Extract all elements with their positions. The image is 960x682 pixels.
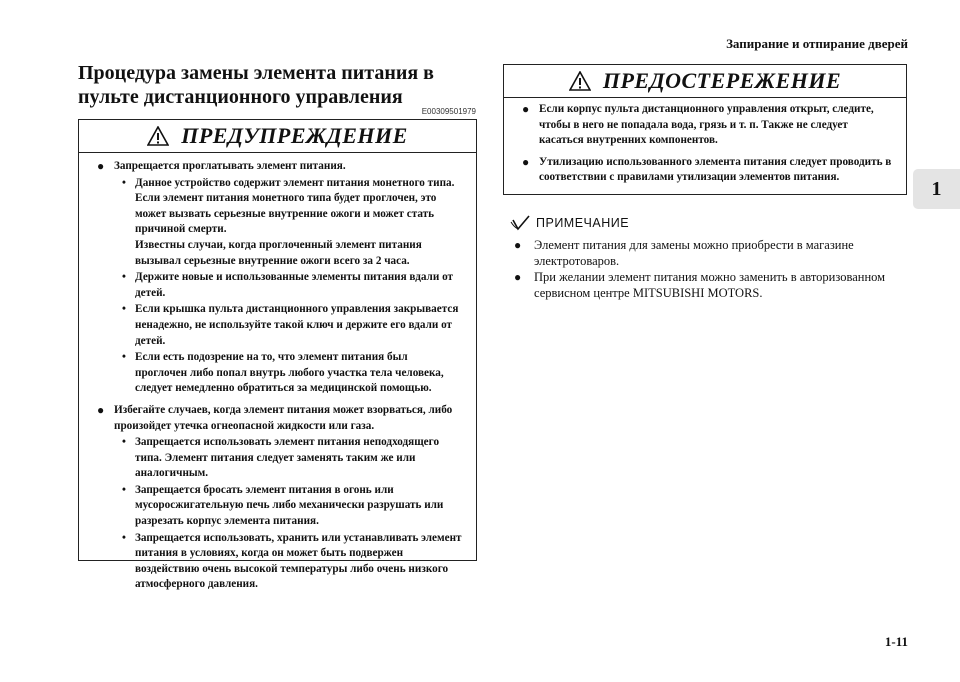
bullet-icon: ●	[522, 154, 530, 169]
section-title: Процедура замены элемента питания в пульте дистанционного управления	[78, 62, 434, 108]
warning-subitem	[122, 483, 462, 530]
small-bullet-icon: •	[122, 303, 126, 316]
warning-subitem-text: Запрещается использовать элемент питания неподходящего типа. Элемент питания следует заменять таким же или аналогичным.	[135, 436, 440, 480]
warning-subitem	[122, 270, 462, 301]
warning-subitem	[122, 435, 462, 482]
running-head: Запирание и отпирание дверей	[726, 36, 908, 51]
warning-subitem-text: Если крышка пульта дистанционного управления закрывается ненадежно, не используйте такой ключ и держите его вдали от детей.	[135, 303, 459, 347]
caution-box	[503, 64, 907, 195]
warning-subitem-text: Данное устройство содержит элемент питания монетного типа. Если элемент питания монетного типа будет проглочен, это может вызвать серьезные внутренние ожоги и может стать причиной смерти.	[135, 176, 455, 236]
warning-item	[97, 403, 462, 593]
warning-subitem	[122, 176, 462, 270]
note-item-text: Элемент питания для замены можно приобрести в магазине электротоваров.	[534, 238, 854, 268]
warning-triangle-icon	[569, 71, 591, 91]
warning-subitem	[122, 302, 462, 349]
note-list	[514, 238, 908, 302]
warning-subitem-extra: Известны случаи, когда проглоченный элемент питания вызывал серьезные внутренние ожоги всего за 2 часа.	[135, 238, 422, 267]
note-label: ПРИМЕЧАНИЕ	[536, 216, 630, 230]
small-bullet-icon: •	[122, 531, 126, 544]
warning-title: ПРЕДУПРЕЖДЕНИЕ	[181, 123, 408, 148]
bullet-icon: ●	[97, 402, 105, 417]
warning-subitem-text: Держите новые и использованные элементы питания вдали от детей.	[135, 271, 454, 299]
page-number: 1-11	[884, 634, 908, 649]
caution-item	[522, 102, 892, 149]
warning-subitem	[122, 350, 462, 397]
bullet-icon: ●	[97, 159, 105, 173]
small-bullet-icon: •	[122, 351, 126, 364]
small-bullet-icon: •	[122, 176, 126, 189]
caution-body	[504, 98, 906, 186]
warning-item-text: Избегайте случаев, когда элемент питания может взорваться, либо произойдет утечка огнеопасной жидкости или газа.	[114, 403, 453, 432]
warning-subitem-text: Если есть подозрение на то, что элемент питания был проглочен либо попал внутрь любого участка тела человека, следует немедленно обратиться за медицинской помощью.	[135, 351, 444, 395]
warning-box	[78, 119, 477, 591]
caution-title: ПРЕДОСТЕРЕЖЕНИЕ	[602, 68, 842, 93]
caution-item-text: Если корпус пульта дистанционного управления открыт, следите, чтобы в него не попадала вода, грязь и т. п. Также не следует касаться внутренних компонентов.	[539, 103, 874, 147]
small-bullet-icon: •	[122, 436, 126, 449]
warning-subitem-text: Запрещается бросать элемент питания в огонь или мусоросжигательную печь либо механически разрушать или разрезать корпус элемента питания.	[135, 483, 444, 528]
warning-item-text: Запрещается проглатывать элемент питания.	[114, 160, 346, 172]
note-item	[514, 270, 908, 301]
caution-item	[522, 155, 892, 186]
warning-subitem	[122, 531, 462, 593]
caution-item-text: Утилизацию использованного элемента питания следует проводить в соответствии с правилами утилизации элементов питания.	[539, 155, 892, 184]
warning-item	[97, 159, 462, 397]
small-bullet-icon: •	[122, 483, 126, 496]
note-pen-icon	[510, 214, 532, 232]
warning-body	[79, 153, 476, 593]
note-item	[514, 238, 908, 269]
small-bullet-icon: •	[122, 271, 126, 284]
warning-triangle-icon	[147, 126, 169, 146]
warning-header	[79, 120, 476, 153]
section-code: E00309501979	[421, 107, 476, 116]
caution-header	[504, 65, 906, 98]
bullet-icon: ●	[522, 102, 530, 116]
bullet-icon: ●	[514, 270, 522, 284]
note-header	[510, 214, 629, 232]
chapter-tab: 1	[913, 169, 960, 209]
note-item-text: При желании элемент питания можно заменить в авторизованном сервисном центре MITSUBISHI MOTORS.	[534, 270, 886, 300]
bullet-icon: ●	[514, 238, 522, 252]
warning-subitem-text: Запрещается использовать, хранить или устанавливать элемент питания в условиях, когда он может быть подвержен воздействию очень высокой температуры либо очень низкого атмосферного давления.	[135, 531, 462, 591]
